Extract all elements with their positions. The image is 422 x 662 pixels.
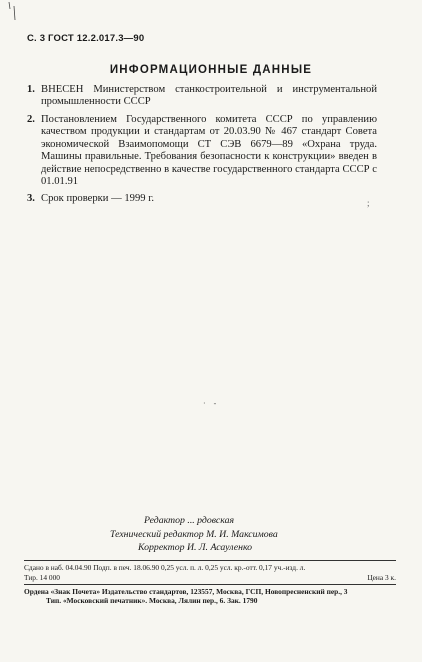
list-item — [27, 193, 377, 205]
price: Цена 3 к. — [367, 572, 396, 582]
item-text: Постановлением Государственного комитета СССР по управлению качеством продукции и стандартам от 20.03.90 № 467 стандарт Совета экономической Взаимопомощи СТ СЭВ 6679—89 «Охрана труда. Машины правильные. Требования безопасности к конструкции» введен в действие непосредственно в качестве государственного стандарта СССР с 01.01.91 — [41, 114, 377, 188]
item-text: Срок проверки — 1999 г. — [41, 193, 154, 204]
publication-details: Сдано в наб. 04.04.90 Подп. в печ. 18.06.90 0,25 усл. п. л. 0,25 усл. кр.-отт. 0,17 уч.-изд. л. — [24, 563, 306, 572]
divider — [24, 584, 396, 585]
circulation: Тир. 14 000 — [24, 572, 61, 582]
credits-block — [110, 514, 278, 555]
item-number: 1. — [27, 84, 35, 95]
item-text: ВНЕСЕН Министерством станкостроительной и инструментальной промышленности СССР — [41, 84, 377, 108]
printer-info — [24, 587, 396, 606]
page-header: С. 3 ГОСТ 12.2.017.3—90 — [27, 33, 145, 44]
list-item — [27, 84, 377, 109]
corrector-credit: Корректор И. Л. Асауленко — [138, 542, 253, 554]
tech-editor-credit: Технический редактор М. И. Максимова — [110, 528, 278, 540]
section-title: ИНФОРМАЦИОННЫЕ ДАННЫЕ — [109, 64, 313, 76]
list-item — [27, 114, 377, 188]
editor-credit: Редактор ... рдовская — [144, 515, 235, 526]
publication-info — [24, 563, 396, 582]
stray-dots: · - — [203, 399, 220, 408]
printing-house-line: Тип. «Московский печатник». Москва, Лялин пер., 6. Зак. 1790 — [46, 596, 258, 606]
corner-pen-mark — [6, 0, 20, 28]
stray-mark: ; — [367, 198, 370, 208]
publisher-line: Ордена «Знак Почета» Издательство стандартов, 123557, Москва, ГСП, Новопресненский пер., 3 — [24, 587, 348, 596]
item-number: 3. — [27, 193, 35, 204]
divider — [24, 560, 396, 561]
item-number: 2. — [27, 114, 35, 125]
